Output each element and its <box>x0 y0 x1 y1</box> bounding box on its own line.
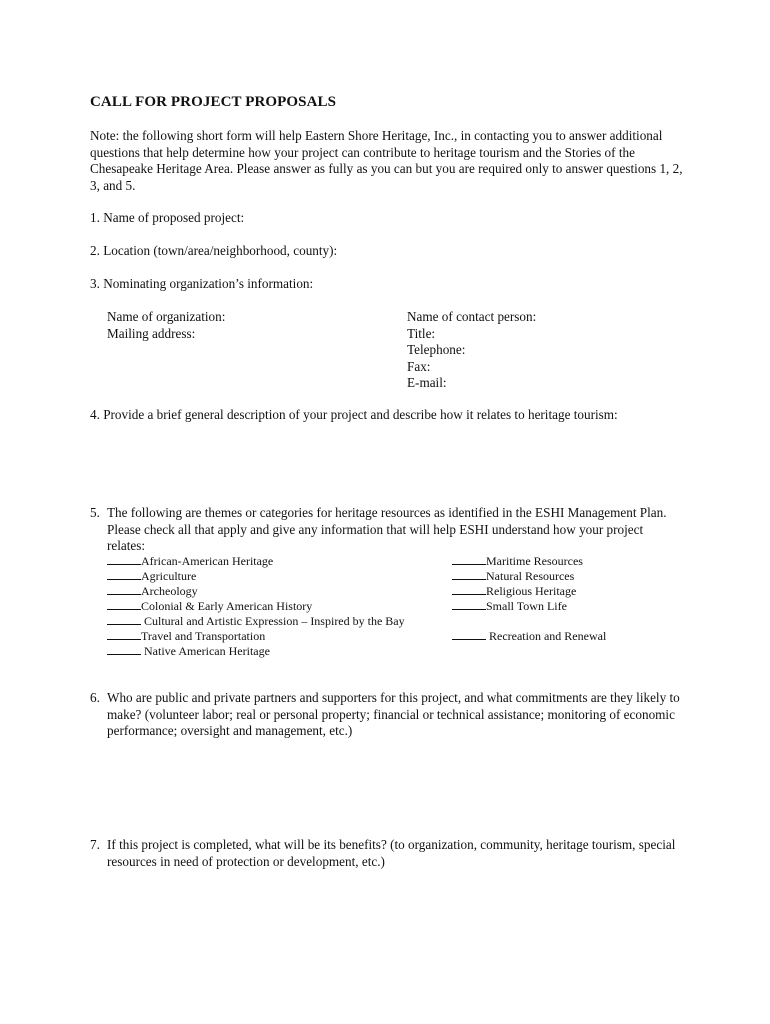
page-title: CALL FOR PROJECT PROPOSALS <box>90 94 337 110</box>
question-1: 1. Name of proposed project: <box>90 210 245 225</box>
telephone-label: Telephone: <box>407 342 466 357</box>
theme-checkbox-small-town[interactable] <box>452 599 606 614</box>
question-7-number: 7. <box>90 837 100 852</box>
themes-list-right <box>452 554 606 644</box>
question-7 <box>90 837 680 870</box>
theme-label: Archeology <box>141 584 198 598</box>
intro-note: Note: the following short form will help Eastern Shore Heritage, Inc., in contacting you to answer additional questions that help determine how your project can contribute to heritage tourism and the Stories of the Chesapeake Heritage Area. Please answer as fully as you can but you are required only to answer questions 1, 2, 3, and 5. <box>90 128 683 193</box>
question-5 <box>90 505 680 555</box>
mailing-address-label: Mailing address: <box>107 325 196 341</box>
theme-checkbox-travel[interactable] <box>107 629 405 644</box>
email-label: E-mail: <box>407 375 447 390</box>
theme-checkbox-religious[interactable] <box>452 584 606 599</box>
theme-label: Maritime Resources <box>486 554 583 568</box>
theme-checkbox-recreation[interactable] <box>452 629 606 644</box>
theme-checkbox-colonial[interactable] <box>107 599 405 614</box>
theme-label: Colonial & Early American History <box>141 599 313 613</box>
theme-checkbox-maritime[interactable] <box>452 554 606 569</box>
question-6 <box>90 690 680 740</box>
question-3: 3. Nominating organization’s information: <box>90 276 314 291</box>
org-fields-right <box>407 309 536 392</box>
theme-checkbox-african-american[interactable] <box>107 554 405 569</box>
theme-checkbox-native-american[interactable] <box>107 644 405 659</box>
spacer <box>452 614 606 629</box>
theme-checkbox-agriculture[interactable] <box>107 569 405 584</box>
fax-label: Fax: <box>407 358 431 374</box>
contact-person-label: Name of contact person: <box>407 309 537 324</box>
theme-checkbox-archeology[interactable] <box>107 584 405 599</box>
question-5-text: The following are themes or categories for heritage resources as identified in the ESHI Management Plan. Please check all that apply and give any information that will help ESHI understand how your project relates: <box>107 505 667 553</box>
question-5-number: 5. <box>90 505 100 520</box>
themes-list-left <box>107 554 405 659</box>
theme-label: African-American Heritage <box>141 554 274 568</box>
question-6-text: Who are public and private partners and supporters for this project, and what commitments are they likely to make? (volunteer labor; real or personal property; financial or technical assistance; monitoring of economic performance; oversight and management, etc.) <box>107 690 680 738</box>
theme-label: Travel and Transportation <box>141 629 266 643</box>
theme-label: Religious Heritage <box>486 584 577 598</box>
question-7-text: If this project is completed, what will be its benefits? (to organization, community, heritage tourism, special resources in need of protection or development, etc.) <box>107 837 676 869</box>
theme-checkbox-natural[interactable] <box>452 569 606 584</box>
theme-label: Native American Heritage <box>141 644 270 658</box>
theme-label: Small Town Life <box>486 599 567 613</box>
org-name-label: Name of organization: <box>107 309 226 324</box>
question-4: 4. Provide a brief general description of your project and describe how it relates to heritage tourism: <box>90 407 618 422</box>
org-fields-left <box>107 309 225 342</box>
theme-label: Agriculture <box>141 569 197 583</box>
question-2: 2. Location (town/area/neighborhood, county): <box>90 243 338 258</box>
theme-label: Cultural and Artistic Expression – Inspired by the Bay <box>141 614 405 628</box>
theme-checkbox-cultural[interactable] <box>107 614 405 629</box>
title-label: Title: <box>407 325 436 341</box>
question-6-number: 6. <box>90 690 100 705</box>
theme-label: Recreation and Renewal <box>486 629 607 643</box>
theme-label: Natural Resources <box>486 569 575 583</box>
